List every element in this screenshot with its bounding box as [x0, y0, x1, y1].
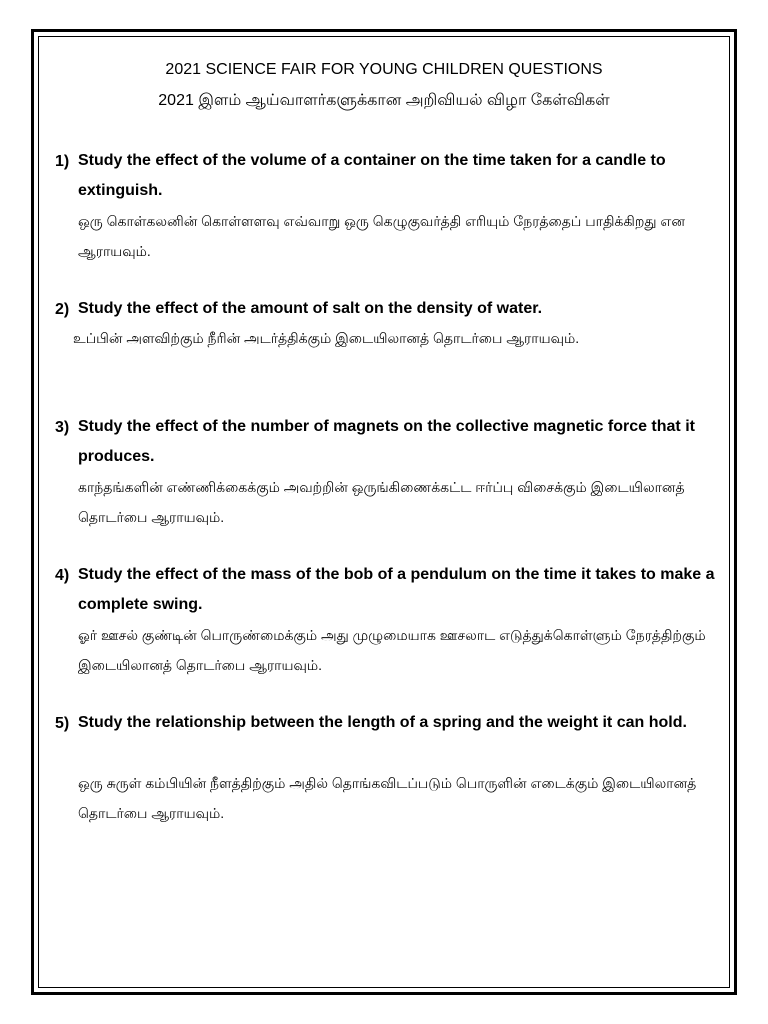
question-number: 5) — [55, 715, 70, 732]
question-number: 2) — [55, 301, 70, 318]
question-text-english: Study the effect of the volume of a container on the time taken for a candle to extinguish. — [78, 152, 666, 199]
question-number: 1) — [55, 153, 70, 170]
question-text-tamil: உப்பின் அளவிற்கும் நீரின் அடர்த்திக்கும் இடையிலானத் தொடர்பை ஆராயவும். — [73, 330, 580, 346]
question-text-tamil: ஒரு கொள்கலனின் கொள்ளளவு எவ்வாறு ஒரு கெழுகுவர்த்தி எரியும் நேரத்தைப் பாதிக்கிறது என ஆராயவும். — [78, 213, 685, 259]
question-text-english: Study the relationship between the length of a spring and the weight it can hold. — [78, 714, 687, 731]
question-number: 4) — [55, 567, 70, 584]
document-title-tamil: 2021 இளம் ஆய்வாளர்களுக்கான அறிவியல் விழா கேள்விகள் — [158, 92, 610, 109]
question-text-tamil: காந்தங்களின் எண்ணிக்கைக்கும் அவற்றின் ஒருங்கிணைக்கட்ட ஈர்ப்பு விசைக்கும் இடையிலானத் தொடர்பை ஆராயவும். — [78, 479, 685, 525]
question-text-tamil: ஓர் ஊசல் குண்டின் பொருண்மைக்கும் அது முழுமையாக ஊசலாட எடுத்துக்கொள்ளும் நேரத்திற்கும் இடையிலானத் தொடர்பை ஆராயவும். — [78, 627, 706, 673]
document-title-english: 2021 SCIENCE FAIR FOR YOUNG CHILDREN QUESTIONS — [165, 61, 603, 78]
question-text-english: Study the effect of the amount of salt on the density of water. — [78, 300, 543, 317]
question-text-tamil: ஒரு சுருள் கம்பியின் நீளத்திற்கும் அதில் தொங்கவிடப்படும் பொருளின் எடைக்கும் இடையிலானத் தொடர்பை ஆராயவும். — [78, 775, 697, 821]
question-number: 3) — [55, 419, 70, 436]
question-text-english: Study the effect of the number of magnets on the collective magnetic force that it produces. — [78, 418, 695, 465]
question-text-english: Study the effect of the mass of the bob of a pendulum on the time it takes to make a complete swing. — [78, 566, 715, 613]
